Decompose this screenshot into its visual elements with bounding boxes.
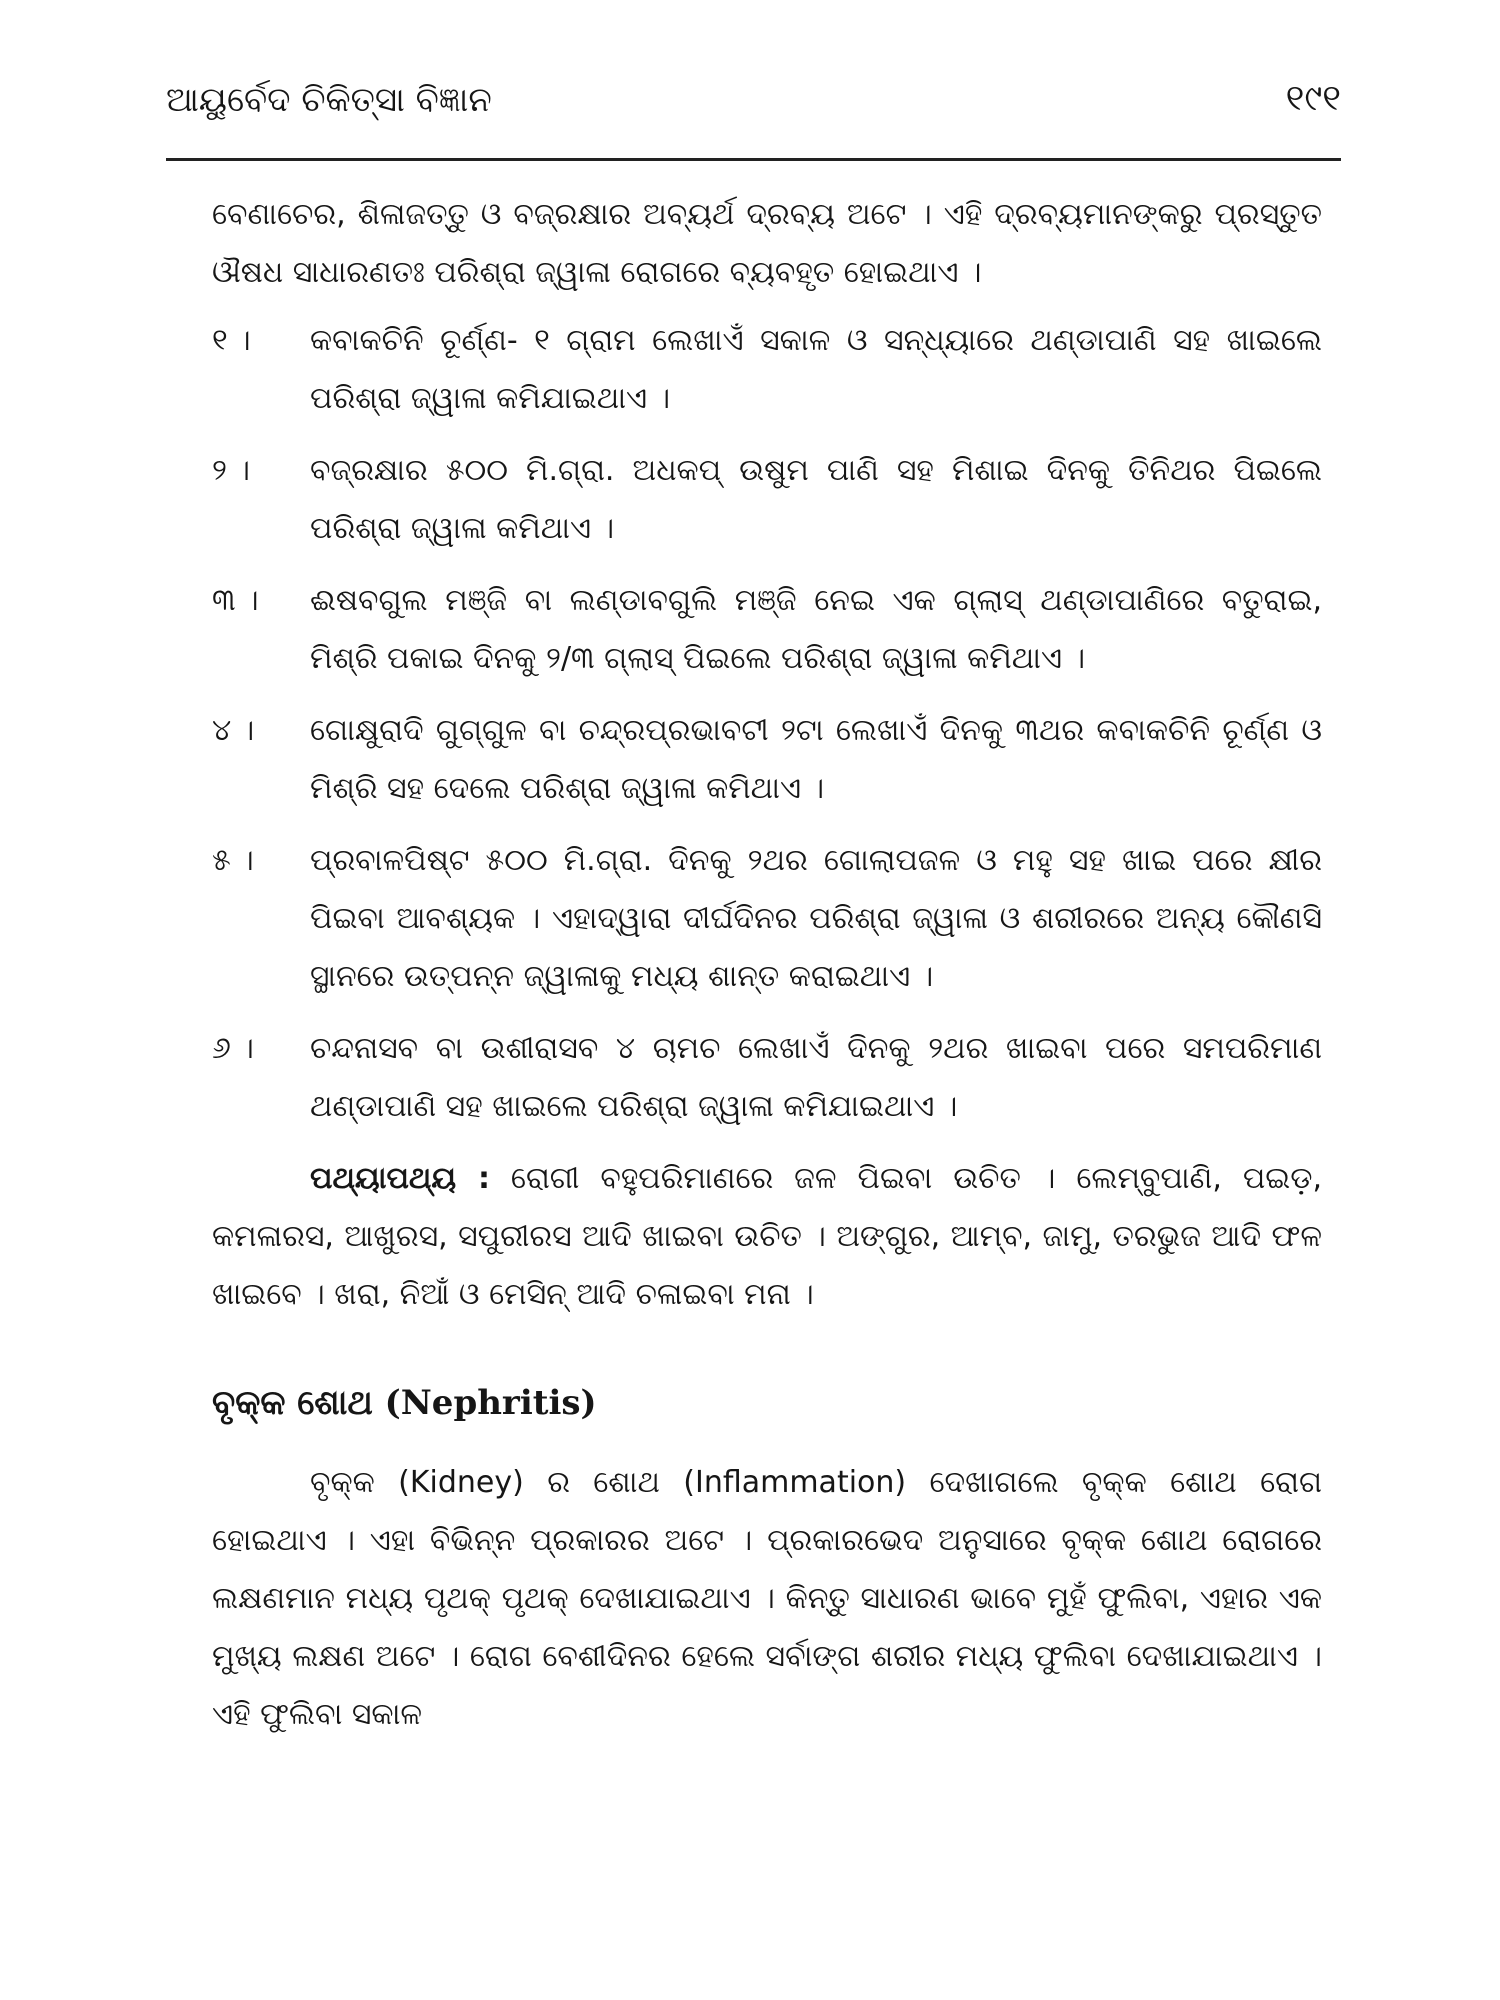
header-rule — [166, 158, 1341, 161]
remedy-item-6 — [212, 1020, 1322, 1136]
section-paragraph: ବୃକ୍କ (Kidney) ର ଶୋଥ (Inflammation) ଦେଖାଗଲେ ବୃକ୍କ ଶୋଥ ରୋଗ ହୋଇଥାଏ । ଏହା ବିଭିନ୍ନ ପ୍ରକାରର ଅଟେ । ପ୍ରକାରଭେଦ ଅନୁସାରେ ବୃକ୍କ ଶୋଥ ରୋଗରେ ଲକ୍ଷଣମାନ ମଧ୍ୟ ପୃଥକ୍ ପୃଥକ୍ ଦେଖାଯାଇଥାଏ । କିନ୍ତୁ ସାଧାରଣ ଭାବେ ମୁହଁ ଫୁଲିବା, ଏହାର ଏକ ମୁଖ୍ୟ ଲକ୍ଷଣ ଅଟେ । ରୋଗ ବେଶୀଦିନର ହେଲେ ସର୍ବାଙ୍ଗ ଶରୀର ମଧ୍ୟ ଫୁଲିବା ଦେଖାଯାଇଥାଏ । ଏହି ଫୁଲିବା ସକାଳ — [212, 1465, 1322, 1732]
remedy-item-2 — [212, 442, 1322, 558]
remedy-number: ୩ । — [212, 583, 259, 618]
remedy-item-5 — [212, 832, 1322, 1006]
lead-paragraph: ବେଣାଚେର, ଶିଳାଜତ୍ତୁ ଓ ବଜ୍ରକ୍ଷାର ଅବ୍ୟର୍ଥ ଦ୍ରବ୍ୟ ଅଟେ । ଏହି ଦ୍ରବ୍ୟମାନଙ୍କରୁ ପ୍ରସ୍ତୁତ ଔଷଧ ସାଧାରଣତଃ ପରିଶ୍ରା ଜ୍ୱାଳା ରୋଗରେ ବ୍ୟବହୃତ ହୋଇଥାଏ । — [212, 197, 1322, 290]
remedy-item-3 — [212, 572, 1322, 688]
remedy-text: ପ୍ରବାଳପିଷ୍ଟ ୫୦୦ ମି.ଗ୍ରା. ଦିନକୁ ୨ଥର ଗୋଲାପଜଳ ଓ ମହୁ ସହ ଖାଇ ପରେ କ୍ଷୀର ପିଇବା ଆବଶ୍ୟକ । ଏହାଦ୍ୱାରା ଦୀର୍ଘଦିନର ପରିଶ୍ରା ଜ୍ୱାଳା ଓ ଶରୀରରେ ଅନ୍ୟ କୌଣସି ସ୍ଥାନରେ ଉତ୍ପନ୍ନ ଜ୍ୱାଳାକୁ ମଧ୍ୟ ଶାନ୍ତ କରାଇଥାଏ । — [310, 843, 1322, 994]
remedy-number: ୨ । — [212, 453, 250, 488]
diet-paragraph — [212, 1150, 1322, 1324]
remedy-text: କବାକଚିନି ଚୂର୍ଣ୍ଣ- ୧ ଗ୍ରାମ ଲେଖାଏଁ ସକାଳ ଓ ସନ୍ଧ୍ୟାରେ ଥଣ୍ଡାପାଣି ସହ ଖାଇଲେ ପରିଶ୍ରା ଜ୍ୱାଳା କମିଯାଇଥାଏ । — [310, 323, 1322, 416]
page-body — [212, 186, 1322, 1744]
page-number: ୧୯୧ — [1285, 78, 1341, 119]
page-header — [166, 72, 1341, 132]
remedy-number: ୪ । — [212, 713, 255, 748]
section-heading — [212, 1374, 1322, 1432]
remedy-text: ବଜ୍ରକ୍ଷାର ୫୦୦ ମି.ଗ୍ରା. ଅଧକପ୍ ଉଷୁମ ପାଣି ସହ ମିଶାଇ ଦିନକୁ ତିନିଥର ପିଇଲେ ପରିଶ୍ରା ଜ୍ୱାଳା କମିଥାଏ । — [310, 453, 1322, 546]
remedy-number: ୬ । — [212, 1031, 254, 1066]
remedy-item-1 — [212, 312, 1322, 428]
section-heading-odia: ବୃକ୍କ ଶୋଥ — [212, 1383, 385, 1423]
remedy-number: ୫ । — [212, 843, 254, 878]
running-title: ଆୟୁର୍ବେଦ ଚିକିତ୍ସା ବିଜ୍ଞାନ — [166, 80, 492, 120]
section-heading-english: (Nephritis) — [384, 1383, 597, 1423]
remedy-text: ଗୋକ୍ଷୁରାଦି ଗୁଗ୍‌ଗୁଳ ବା ଚନ୍ଦ୍ରପ୍ରଭାବଟୀ ୨ଟା ଲେଖାଏଁ ଦିନକୁ ୩ଥର କବାକଚିନି ଚୂର୍ଣ୍ଣ ଓ ମିଶ୍ରି ସହ ଦେଲେ ପରିଶ୍ରା ଜ୍ୱାଳା କମିଥାଏ । — [310, 713, 1322, 806]
remedy-text: ଈଷବଗୁଲ ମଞ୍ଜି ବା ଲଣ୍ଡାବଗୁଲି ମଞ୍ଜି ନେଇ ଏକ ଗ୍ଲାସ୍ ଥଣ୍ଡାପାଣିରେ ବତୁରାଇ, ମିଶ୍ରି ପକାଇ ଦିନକୁ ୨/୩ ଗ୍ଲାସ୍ ପିଇଲେ ପରିଶ୍ରା ଜ୍ୱାଳା କମିଥାଏ । — [310, 583, 1322, 676]
diet-text: ରୋଗୀ ବହୁପରିମାଣରେ ଜଳ ପିଇବା ଉଚିତ । ଲେମ୍ବୁପାଣି, ପଇଡ଼, କମଳାରସ, ଆଖୁରସ, ସପୁରୀରସ ଆଦି ଖାଇବା ଉଚିତ । ଅଙ୍ଗୁର, ଆମ୍ବ, ଜାମୁ, ତରଭୁଜ ଆଦି ଫଳ ଖାଇବେ । ଖରା, ନିଆଁ ଓ ମେସିନ୍ ଆଦି ଚଳାଇବା ମନା । — [212, 1161, 1322, 1312]
remedy-text: ଚନ୍ଦନାସବ ବା ଉଶୀରାସବ ୪ ଚାମଚ ଲେଖାଏଁ ଦିନକୁ ୨ଥର ଖାଇବା ପରେ ସମପରିମାଣ ଥଣ୍ଡାପାଣି ସହ ଖାଇଲେ ପରିଶ୍ରା ଜ୍ୱାଳା କମିଯାଇଥାଏ । — [310, 1031, 1322, 1124]
remedy-number: ୧ । — [212, 323, 251, 358]
diet-label: ପଥ୍ୟାପଥ୍ୟ : — [310, 1161, 490, 1196]
remedy-item-4 — [212, 702, 1322, 818]
